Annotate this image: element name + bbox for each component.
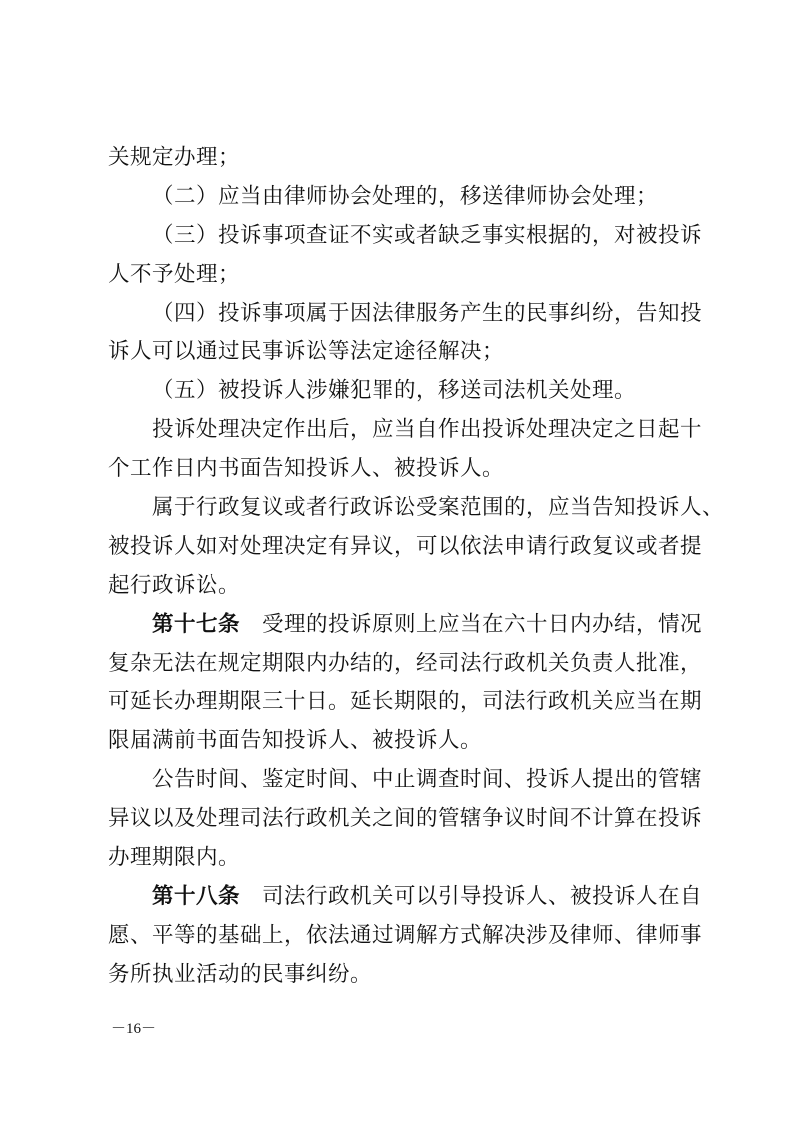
- text-line: 办理期限内。: [108, 845, 241, 871]
- article-17-heading: 第十七条: [152, 611, 241, 637]
- document-body: [108, 139, 725, 995]
- text-line: 个工作日内书面告知投诉人、被投诉人。: [108, 456, 505, 482]
- text-line: 诉人可以通过民事诉讼等法定途径解决；: [108, 339, 505, 365]
- text-line: 公告时间、鉴定时间、中止调查时间、投诉人提出的管辖: [152, 767, 703, 793]
- article-18-heading: 第十八条: [152, 883, 241, 909]
- text-line: 愿、平等的基础上，依法通过调解方式解决涉及律师、律师事: [108, 922, 703, 948]
- text-line: 属于行政复议或者行政诉讼受案范围的，应当告知投诉人、: [152, 495, 725, 521]
- text-line: 务所执业活动的民事纠纷。: [108, 961, 373, 987]
- page-number: －16－: [111, 1021, 157, 1037]
- text-line: 异议以及处理司法行政机关之间的管辖争议时间不计算在投诉: [108, 806, 703, 832]
- text-line: 司法行政机关可以引导投诉人、被投诉人在自: [262, 883, 703, 909]
- text-line: 投诉处理决定作出后，应当自作出投诉处理决定之日起十: [152, 417, 703, 443]
- text-line: （五）被投诉人涉嫌犯罪的，移送司法机关处理。: [152, 378, 637, 404]
- text-line: （三）投诉事项查证不实或者缺乏事实根据的，对被投诉: [152, 222, 703, 248]
- text-line: 限届满前书面告知投诉人、被投诉人。: [108, 728, 483, 754]
- text-line: （四）投诉事项属于因法律服务产生的民事纠纷，告知投: [152, 300, 703, 326]
- text-line: （二）应当由律师协会处理的，移送律师协会处理；: [152, 183, 659, 209]
- text-line: 关规定办理；: [108, 145, 241, 170]
- text-line: 起行政诉讼。: [108, 572, 241, 598]
- text-line: 人不予处理；: [108, 261, 241, 287]
- article-17-first-line: [108, 606, 703, 645]
- text-line: 受理的投诉原则上应当在六十日内办结，情况: [262, 611, 703, 637]
- article-18-first-line: [108, 878, 703, 917]
- text-line: 可延长办理期限三十日。延长期限的，司法行政机关应当在期: [108, 689, 703, 715]
- text-line: 被投诉人如对处理决定有异议，可以依法申请行政复议或者提: [108, 533, 703, 559]
- text-line: 复杂无法在规定期限内办结的，经司法行政机关负责人批准，: [108, 650, 703, 676]
